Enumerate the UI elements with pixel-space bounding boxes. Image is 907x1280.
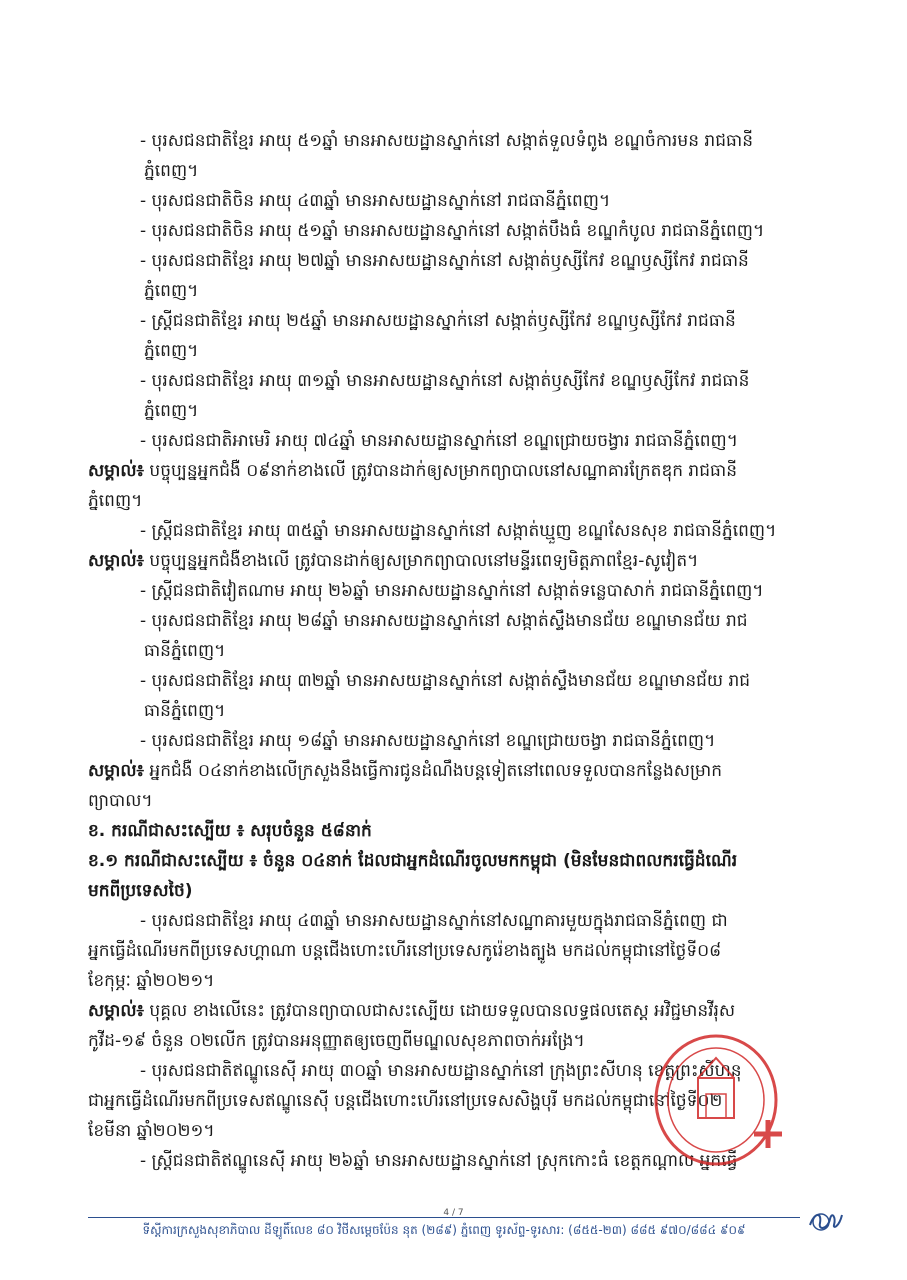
footer-address: ទីស្ដីការក្រសួងសុខាភិបាល ដីឡូតិ៍លេខ ៨០ វិថីសម្ដេចប៉ែន នុត (២៨៩) ភ្នំពេញ ទូរស័ព្ទ-ទូរសារ: (៨៥៥-២៣) ៨៨៥ ៩៧០/៨៨៤ ៩០៩ [142,1223,746,1237]
line-text: ខែកុម្ភៈ ឆ្នាំ២០២១។ [88,971,215,991]
bullet-line [88,666,800,696]
line-text: អ្នកជំងឺ ០៤នាក់ខាងលើក្រសួងនឹងធ្វើការជូនដំណឹងបន្តទៀតនៅពេលទទួលបានកន្លែងសម្រាក [144,761,723,781]
bullet-line [88,246,800,276]
line-text: - ស្ត្រីជនជាតិឥណ្ឌូនេស៊ី អាយុ ២៦ឆ្នាំ មានអាសយដ្ឋានស្នាក់នៅ ស្រុកកោះធំ ខេត្តកណ្ដាល អ្នកធ្វើ [140,1151,738,1171]
bullet-line [88,726,800,756]
line-text: - ស្ត្រីជនជាតិខ្មែរ អាយុ ៣៥ឆ្នាំ មានអាសយដ្ឋានស្នាក់នៅ សង្កាត់ឃ្មួញ ខណ្ឌសែនសុខ រាជធានីភ្នំពេញ។ [140,521,777,541]
bullet-line [88,606,800,636]
signature-icon [806,1207,846,1235]
line-text: - បុរសជនជាតិចិន អាយុ ៥១ឆ្នាំ មានអាសយដ្ឋានស្នាក់នៅ សង្កាត់បឹងធំ ខណ្ឌកំបូល រាជធានីភ្នំពេញ។ [140,221,765,241]
line-text: ខ. ករណីជាសះស្បើយ ៖ សរុបចំនួន ៥៨នាក់ [88,821,372,841]
line-text: - បុរសជនជាតិខ្មែរ អាយុ ២៨ឆ្នាំ មានអាសយដ្ឋានស្នាក់នៅ សង្កាត់ស្ទឹងមានជ័យ ខណ្ឌមានជ័យ រាជ [140,611,748,631]
bullet-line [88,126,800,156]
bullet-line [88,186,800,216]
line-text: - បុរសជនជាតិខ្មែរ អាយុ ៣២ឆ្នាំ មានអាសយដ្ឋានស្នាក់នៅ សង្កាត់ស្ទឹងមានជ័យ ខណ្ឌមានជ័យ រាជ [140,671,751,691]
line-text: - បុរសជនជាតិខ្មែរ អាយុ ១៨ឆ្នាំ មានអាសយដ្ឋានស្នាក់នៅ ខណ្ឌជ្រោយចង្វា រាជធានីភ្នំពេញ។ [140,731,716,751]
line-text: ភ្នំពេញ។ [88,491,143,511]
line-text: បុគ្គល ខាងលើនេះ ត្រូវបានព្យាបាលជាសះស្បើយ ដោយទទួលបានលទ្ធផលតេស្ត អវិជ្ជមានវីរុស [144,1001,736,1021]
note-label: សម្គាល់៖ [88,761,145,781]
line-text: ខែមីនា ឆ្នាំ២០២១។ [88,1121,215,1141]
official-seal-icon [636,1020,786,1175]
line-text: ធានីភ្នំពេញ។ [144,641,226,661]
bullet-line [88,216,800,246]
line-text: - បុរសជនជាតិខ្មែរ អាយុ ៣១ឆ្នាំ មានអាសយដ្ឋានស្នាក់នៅ សង្កាត់ឫស្សីកែវ ខណ្ឌឫស្សីកែវ រាជធានី [140,371,750,391]
line-text: បច្ចុប្បន្នអ្នកជំងឺខាងលើ ត្រូវបានដាក់ឲ្យសម្រាកព្យាបាលនៅមន្ទីរពេទ្យមិត្តភាពខ្មែរ-សូវៀត។ [144,551,699,571]
bullet-line [88,906,800,936]
line-text: - បុរសជនជាតិខ្មែរ អាយុ ២៧ឆ្នាំ មានអាសយដ្ឋានស្នាក់នៅ សង្កាត់ឫស្សីកែវ ខណ្ឌឫស្សីកែវ រាជធានី [140,251,749,271]
line-text: មកពីប្រទេសថៃ) [88,881,193,901]
bullet-line [88,576,800,606]
section-heading [88,846,800,876]
continuation-line [88,636,800,666]
bullet-line [88,426,800,456]
footer-rule [88,1217,800,1218]
line-text: - បុរសជនជាតិខ្មែរ អាយុ ៤៣ឆ្នាំ មានអាសយដ្ឋានស្នាក់នៅសណ្ឋាគារមួយក្នុងរាជធានីភ្នំពេញ ជា [140,911,728,931]
section-heading [88,876,800,906]
continuation-line [88,276,800,306]
line-text: កូវីដ-១៩ ចំនួន ០២លើក ត្រូវបានអនុញ្ញាតឲ្យចេញពីមណ្ឌលសុខភាពចាក់អង្រែ។ [88,1031,585,1051]
line-text: - បុរសជនជាតិឥណ្ឌូនេស៊ី អាយុ ៣០ឆ្នាំ មានអាសយដ្ឋានស្នាក់នៅ ក្រុងព្រះសីហនុ ខេត្តព្រះសីហនុ [140,1061,742,1081]
line-text: ភ្នំពេញ។ [144,161,199,181]
line-text: ជាអ្នកធ្វើដំណើរមកពីប្រទេសឥណ្ឌូនេស៊ី បន្តជើងហោះហើរនៅប្រទេសសិង្ហបុរី មកដល់កម្ពុជានៅថ្ងៃទី០២ [88,1091,723,1111]
continuation-line [88,336,800,366]
note-label: សម្គាល់៖ [88,461,145,481]
bullet-line [88,306,800,336]
section-heading [88,816,800,846]
document-body [88,126,800,1176]
line-text: ភ្នំពេញ។ [144,401,199,421]
line-text: ព្យាបាល។ [88,791,153,811]
page-number: 4 / 7 [443,1208,464,1218]
body-line [88,966,800,996]
line-text: ខ.១ ករណីជាសះស្បើយ ៖ ចំនួន ០៤នាក់ ដែលជាអ្នកដំណើរចូលមកកម្ពុជា (មិនមែនជាពលករធ្វើដំណើរ [88,851,738,871]
note-label: សម្គាល់៖ [88,551,145,571]
continuation-line [88,396,800,426]
continuation-line [88,696,800,726]
note-label: សម្គាល់៖ [88,1001,145,1021]
body-line [88,786,800,816]
line-text: អ្នកធ្វើដំណើរមកពីប្រទេសហ្គាណា បន្តជើងហោះហើរនៅប្រទេសកូរ៉េខាងត្បូង មកដល់កម្ពុជានៅថ្ងៃទី០៨ [88,941,722,961]
note-line [88,756,800,786]
body-line [88,936,800,966]
line-text: ភ្នំពេញ។ [144,281,199,301]
line-text: បច្ចុប្បន្នអ្នកជំងឺ ០៩នាក់ខាងលើ ត្រូវបានដាក់ឲ្យសម្រាកព្យាបាលនៅសណ្ឋាគារក្រែតឌុក រាជធានី [144,461,737,481]
line-text: - បុរសជនជាតិអាមេរិ អាយុ ៧៤ឆ្នាំ មានអាសយដ្ឋានស្នាក់នៅ ខណ្ឌជ្រោយចង្វារ រាជធានីភ្នំពេញ។ [140,431,738,451]
note-line [88,546,800,576]
body-line [88,486,800,516]
line-text: - បុរសជនជាតិចិន អាយុ ៤៣ឆ្នាំ មានអាសយដ្ឋានស្នាក់នៅ រាជធានីភ្នំពេញ។ [140,191,611,211]
bullet-line [88,516,800,546]
note-line [88,456,800,486]
line-text: ធានីភ្នំពេញ។ [144,701,226,721]
line-text: - ស្ត្រីជនជាតិវៀតណាម អាយុ ២៦ឆ្នាំ មានអាសយដ្ឋានស្នាក់នៅ សង្កាត់ទន្លេបាសាក់ រាជធានីភ្នំពេញ។ [140,581,764,601]
line-text: - បុរសជនជាតិខ្មែរ អាយុ ៥១ឆ្នាំ មានអាសយដ្ឋានស្នាក់នៅ សង្កាត់ទួលទំពូង ខណ្ឌចំការមន រាជធានី [140,131,753,151]
line-text: ភ្នំពេញ។ [144,341,199,361]
line-text: - ស្ត្រីជនជាតិខ្មែរ អាយុ ២៥ឆ្នាំ មានអាសយដ្ឋានស្នាក់នៅ សង្កាត់ឫស្សីកែវ ខណ្ឌឫស្សីកែវ រាជធានី [140,311,736,331]
continuation-line [88,156,800,186]
bullet-line [88,366,800,396]
